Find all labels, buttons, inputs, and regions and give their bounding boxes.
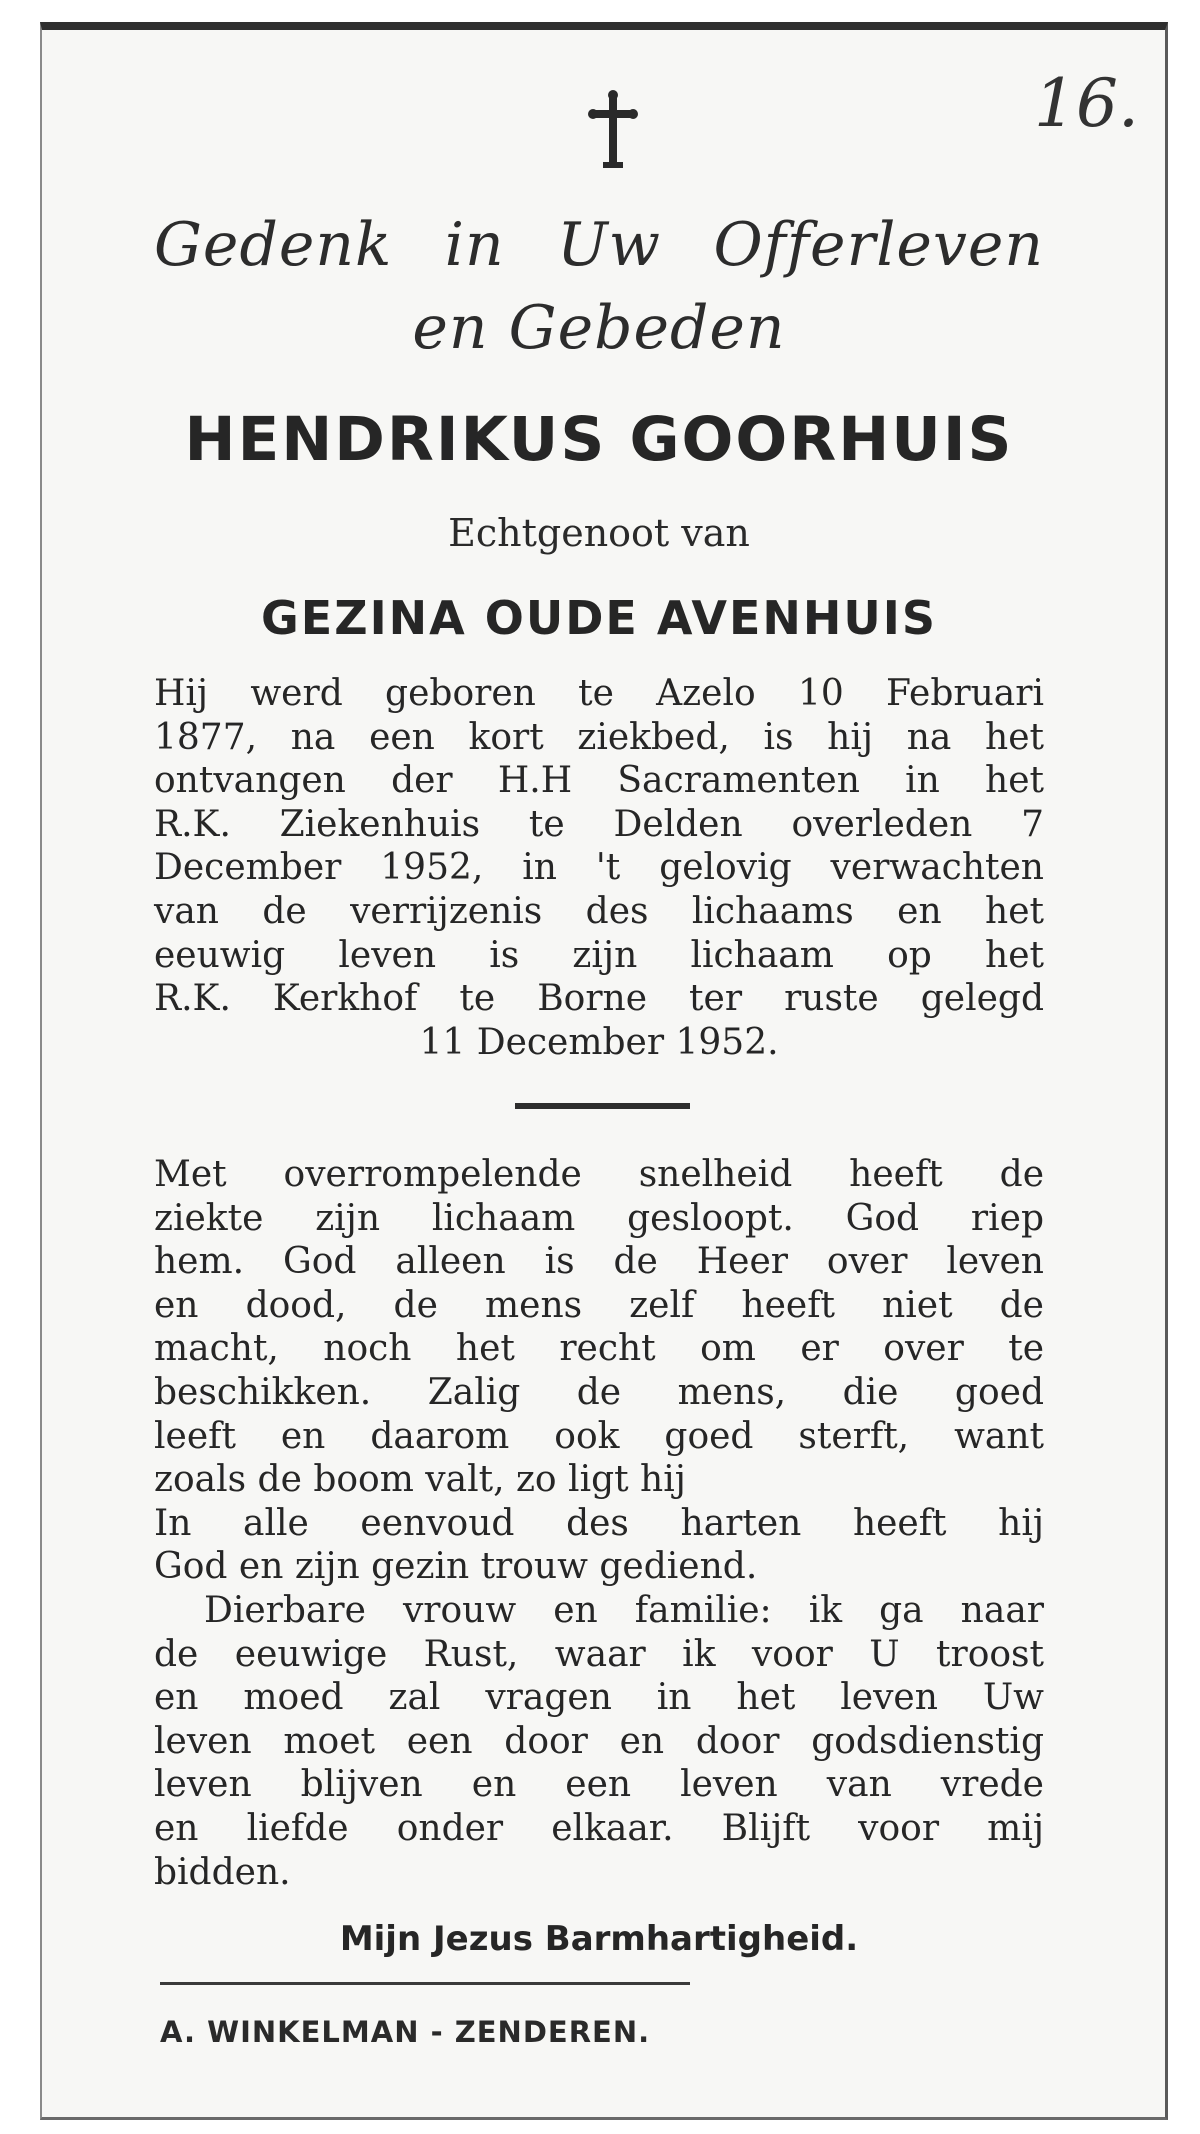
reflection-line: leeft en daarom ook goed sterft, want (154, 1415, 1044, 1457)
biography-line: R.K. Kerkhof te Borne ter ruste gelegd (154, 978, 1044, 1020)
reflection-line: bidden. (154, 1851, 291, 1893)
reflection-paragraph (154, 1153, 1044, 1894)
biography-line: 11 December 1952. (419, 1021, 779, 1063)
section-divider (515, 1103, 690, 1109)
handwritten-number (1032, 64, 1142, 144)
reflection-line: ziekte zijn lichaam gesloopt. God riep (154, 1197, 1044, 1239)
biography-line: van de verrijzenis des lichaams en het (154, 890, 1044, 932)
reflection-line: en moed zal vragen in het leven Uw (154, 1677, 1044, 1719)
footer-divider (160, 1982, 690, 1985)
svg-text:16.: 16. (1034, 65, 1139, 142)
reflection-line: God en zijn gezin trouw gediend. (154, 1546, 758, 1588)
reflection-line: de eeuwige Rust, waar ik voor U troost (154, 1633, 1044, 1675)
cross-icon (588, 90, 638, 170)
reflection-line: zoals de boom valt, zo ligt hij (154, 1459, 686, 1501)
biography-line: R.K. Ziekenhuis te Delden overleden 7 (154, 803, 1044, 845)
reflection-line: macht, noch het recht om er over te (154, 1328, 1044, 1370)
spouse-name: GEZINA OUDE AVENHUIS (261, 591, 937, 645)
biography-line: December 1952, in 't gelovig verwachten (154, 847, 1044, 889)
motto-line-2: en Gebeden (412, 293, 786, 363)
printer-credit: A. WINKELMAN - ZENDEREN. (160, 2015, 651, 2049)
biography-line: ontvangen der H.H Sacramenten in het (154, 760, 1044, 802)
biography-line: 1877, na een kort ziekbed, is hij na het (154, 716, 1044, 758)
biography-line: Hij werd geboren te Azelo 10 Februari (154, 673, 1044, 714)
biography-paragraph (154, 672, 1044, 1064)
reflection-line: en dood, de mens zelf heeft niet de (154, 1284, 1044, 1326)
biography-line: eeuwig leven is zijn lichaam op het (154, 934, 1044, 976)
spouse-label: Echtgenoot van (448, 511, 750, 555)
deceased-name: HENDRIKUS GOORHUIS (184, 404, 1014, 475)
reflection-line: In alle eenvoud des harten heeft hij (154, 1502, 1044, 1544)
motto-line-1: Gedenk in Uw Offerleven (154, 210, 1044, 280)
reflection-line: leven blijven en een leven van vrede (154, 1764, 1044, 1806)
reflection-line: Met overrompelende snelheid heeft de (154, 1154, 1044, 1195)
reflection-line: hem. God alleen is de Heer over leven (154, 1241, 1044, 1283)
reflection-line: leven moet een door en door godsdienstig (154, 1720, 1044, 1762)
reflection-line: beschikken. Zalig de mens, die goed (154, 1371, 1044, 1413)
reflection-line: en liefde onder elkaar. Blijft voor mij (154, 1807, 1044, 1849)
reflection-line: Dierbare vrouw en familie: ik ga naar (204, 1589, 1044, 1631)
closing-prayer: Mijn Jezus Barmhartigheid. (339, 1919, 859, 1959)
